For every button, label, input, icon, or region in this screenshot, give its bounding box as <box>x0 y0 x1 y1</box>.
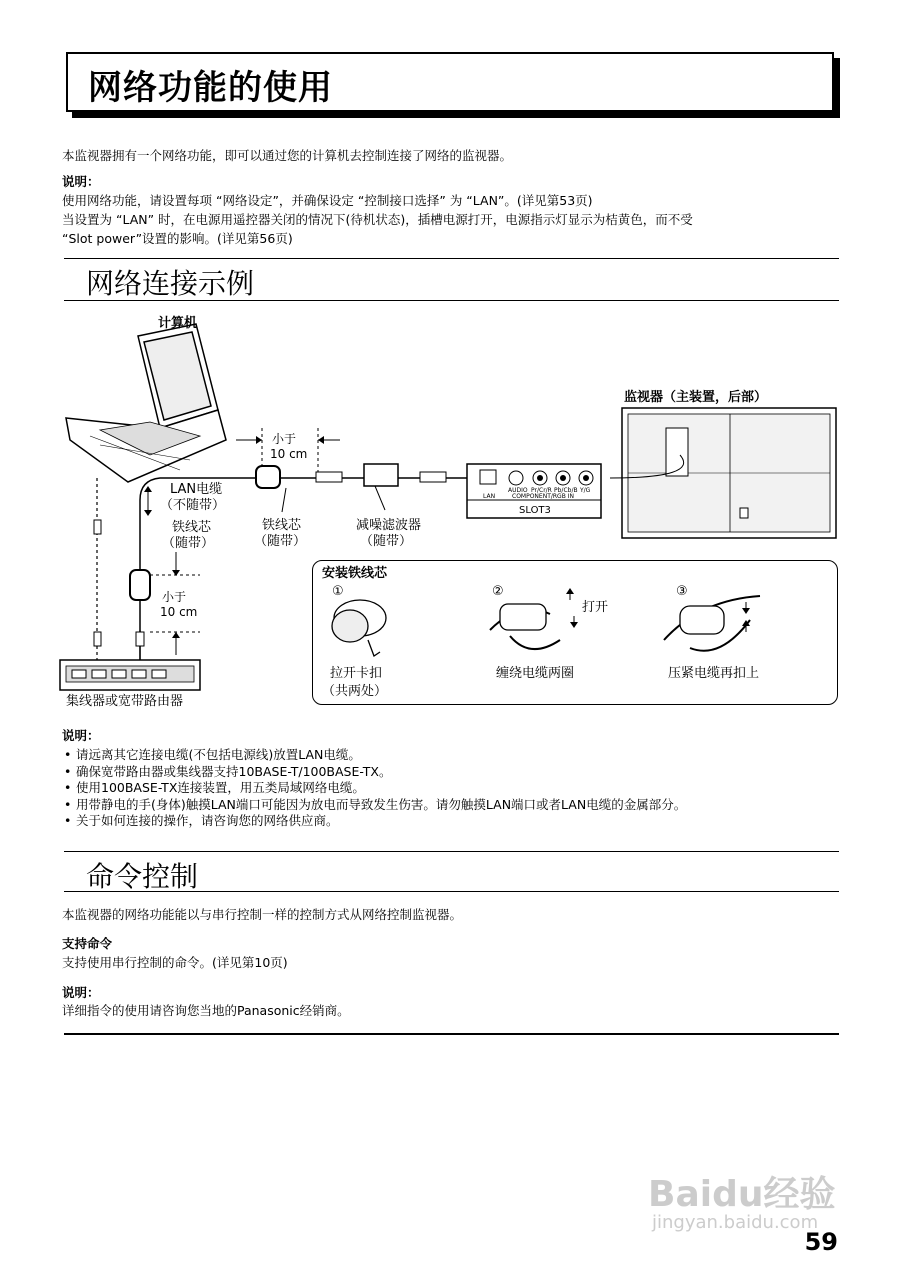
section2-bottom-rule <box>64 891 839 892</box>
lan-cable-label: LAN电缆 <box>170 482 223 497</box>
cmd-note-text: 详细指令的使用请咨询您当地的Panasonic经销商。 <box>62 1003 350 1018</box>
install-step1-number: ① <box>332 584 344 599</box>
note1-line-3: “Slot power”设置的影响。(详见第56页) <box>62 231 293 246</box>
install-title: 安装铁线芯 <box>322 566 388 581</box>
slot-lan-label: LAN <box>483 493 496 500</box>
hub-label: 集线器或宽带路由器 <box>66 694 184 709</box>
note2-item: • 确保宽带路由器或集线器支持10BASE-T/100BASE-TX。 <box>76 764 686 781</box>
cmd-support-text: 支持使用串行控制的命令。(详见第10页) <box>62 955 288 970</box>
install-step3-number: ③ <box>676 584 688 599</box>
cmd-support-heading: 支持命令 <box>62 936 113 951</box>
intro-text: 本监视器拥有一个网络功能，即可以通过您的计算机去控制连接了网络的监视器。 <box>62 148 513 163</box>
note1-line-2: 当设置为 “LAN” 时，在电源用遥控器关闭的情况下(待机状态)，插槽电源打开，电源指示灯显示为桔黄色，而不受 <box>62 212 693 227</box>
watermark-url: jingyan.baidu.com <box>652 1212 819 1233</box>
note2-item: • 关于如何连接的操作，请咨询您的网络供应商。 <box>76 813 686 830</box>
section1-title: 网络连接示例 <box>86 267 255 300</box>
filter-note: （随带） <box>360 534 413 549</box>
mid-core-label: 铁线芯 <box>262 518 302 533</box>
note2-list <box>62 747 686 830</box>
page-number: 59 <box>804 1228 838 1256</box>
left-distance-label: 10 cm <box>160 605 198 619</box>
monitor-back-icon <box>610 408 836 538</box>
watermark-logo: Baidu经验 <box>648 1174 836 1215</box>
install-open-label: 打开 <box>582 600 609 615</box>
top-less-than-label: 小于 <box>272 432 297 446</box>
slot-pr-label: Pr/Cr/R <box>531 487 552 494</box>
install-step1-label: 拉开卡扣 <box>330 666 383 681</box>
slot-audio-label: AUDIO <box>508 487 528 494</box>
note2-item: • 用带静电的手(身体)触摸LAN端口可能因为放电而导致发生伤害。请勿触摸LAN端口或者LAN电缆的金属部分。 <box>76 797 686 814</box>
install-step2-label: 缠绕电缆两圈 <box>496 666 575 681</box>
install-step1-note: （共两处） <box>322 684 388 699</box>
computer-label: 计算机 <box>158 316 198 331</box>
cmd-intro: 本监视器的网络功能能以与串行控制一样的控制方式从网络控制监视器。 <box>62 907 463 922</box>
install-step2-number: ② <box>492 584 504 599</box>
mid-core-note: （随带） <box>254 534 307 549</box>
top-distance-label: 10 cm <box>270 447 308 461</box>
note2-heading: 说明： <box>62 728 100 743</box>
slot-component-label: COMPONENT/RGB IN <box>512 493 574 500</box>
left-core-label: 铁线芯 <box>172 520 212 535</box>
note2-item: • 使用100BASE-TX连接装置，用五类局域网络电缆。 <box>76 780 686 797</box>
slot-pb-label: Pb/Cb/B <box>554 487 578 494</box>
slot-yg-label: Y/G <box>580 487 591 494</box>
laptop-icon <box>66 324 226 482</box>
lan-cable-note: （不随带） <box>160 498 226 513</box>
left-less-than-label: 小于 <box>162 590 187 604</box>
note1-line-1: 使用网络功能，请设置每项 “网络设定”，并确保设定 “控制接口选择” 为 “LAN”。(详见第53页) <box>62 193 593 208</box>
cmd-note-heading: 说明： <box>62 985 100 1000</box>
install-step3-label: 压紧电缆再扣上 <box>668 666 760 681</box>
section2-title: 命令控制 <box>86 860 199 893</box>
page-title: 网络功能的使用 <box>88 68 333 108</box>
bottom-rule <box>64 1033 839 1035</box>
install-ferrite-box <box>312 560 838 705</box>
section2-top-rule <box>64 851 839 852</box>
hub-icon <box>60 660 200 690</box>
monitor-label: 监视器（主装置，后部） <box>624 390 768 405</box>
note2-item: • 请远离其它连接电缆(不包括电源线)放置LAN电缆。 <box>76 747 686 764</box>
left-core-note: （随带） <box>162 536 215 551</box>
filter-label: 减噪滤波器 <box>356 518 422 533</box>
note1-heading: 说明： <box>62 174 100 189</box>
slot3-label: SLOT3 <box>519 505 551 516</box>
